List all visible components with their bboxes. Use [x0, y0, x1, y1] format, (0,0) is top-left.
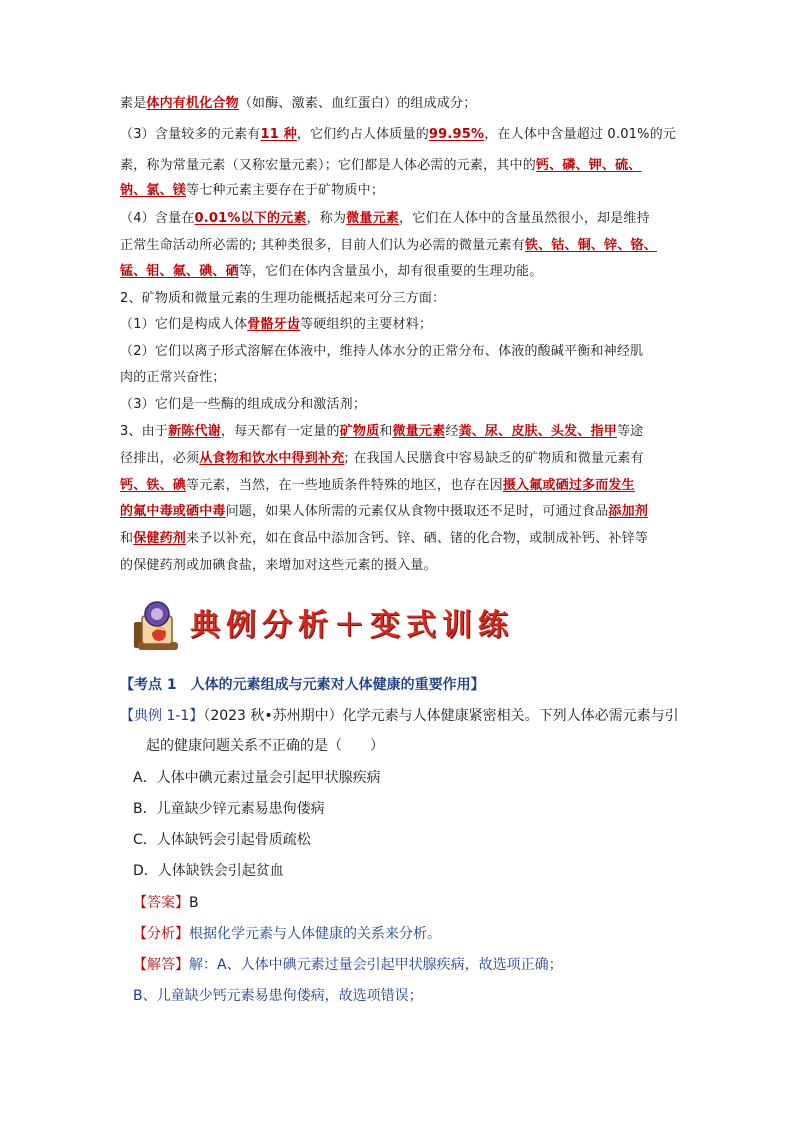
- text: 径排出，必须: [120, 451, 200, 466]
- para1-line1: [120, 95, 476, 113]
- highlight: 新陈代谢: [168, 424, 221, 439]
- text: （如酶、激素、血红蛋白）的组成成分；: [238, 96, 477, 111]
- text: 等七种元素主要存在于矿物质中；: [186, 183, 385, 198]
- para2-line4: 肉的正常兴奋性；: [120, 370, 226, 385]
- text: 素，称为常量元素（又称宏量元素）；它们都是人体必需的元素，其中的: [120, 158, 536, 173]
- highlight: 添加剂: [608, 504, 649, 519]
- analysis-line: [133, 924, 441, 944]
- text: （3）含量较多的元素有: [120, 127, 261, 142]
- answer-line: [133, 893, 199, 913]
- highlight: 钠、氯、镁: [120, 183, 187, 198]
- text: 和: [120, 531, 134, 546]
- answer-value: B: [189, 895, 199, 911]
- solution-tag: 【解答】: [133, 957, 189, 973]
- example-stem-line2: 起的健康问题关系不正确的是（ ）: [146, 738, 384, 754]
- highlight: 钙、铁、碘: [120, 478, 187, 493]
- para1-line4: [120, 182, 384, 200]
- para3-line2: [120, 450, 644, 468]
- para1-line7: [120, 263, 542, 281]
- section-banner: [130, 598, 514, 654]
- highlight: 钙、磷、钾、硫、: [535, 158, 642, 173]
- scroll-icon: [130, 598, 186, 654]
- text: ，每天都有一定量的: [220, 424, 340, 439]
- section-heading: 【考点 1 人体的元素组成与元素对人体健康的重要作用】: [120, 677, 485, 693]
- highlight: 从食物和饮水中得到补充: [199, 451, 345, 466]
- para3-line6: 的保健药剂或加碘食盐，来增加对这些元素的摄入量。: [120, 558, 437, 573]
- banner-title: 典例分析＋变式训练: [190, 608, 514, 643]
- text: 等元素，当然，在一些地质条件特殊的地区，也存在因: [186, 478, 503, 493]
- highlight: 0.01%以下的元素: [194, 211, 307, 226]
- solution-line1: [133, 955, 563, 975]
- option-d: D．人体缺铁会引起贫血: [133, 863, 284, 879]
- text: 3、由于: [120, 424, 169, 439]
- para1-line5: [120, 210, 650, 228]
- text: （4）含量在: [120, 211, 195, 226]
- answer-tag: 【答案】: [133, 895, 189, 911]
- highlight: 微量元素: [346, 211, 400, 226]
- text: 等硬组织的主要材料；: [300, 317, 433, 332]
- highlight: 99.95%: [428, 127, 485, 142]
- para3-line4: [120, 503, 648, 521]
- para2-line1: 2、矿物质和微量元素的生理功能概括起来可分三方面：: [120, 291, 446, 306]
- text: 等，它们在体内含量虽小，却有很重要的生理功能。: [238, 264, 543, 279]
- highlight: 粪、尿、皮肤、头发、指甲: [458, 424, 617, 439]
- option-b: B．儿童缺少锌元素易患佝偻病: [133, 801, 325, 817]
- option-a: A．人体中碘元素过量会引起甲状腺疾病: [133, 770, 381, 786]
- para2-line3: （2）它们以离子形式溶解在体液中，维持人体水分的正常分布、体液的酸碱平衡和神经肌: [120, 344, 644, 359]
- para1-line6: [120, 237, 657, 255]
- highlight: 矿物质: [339, 424, 380, 439]
- text: 素是: [120, 96, 147, 111]
- highlight: 骨骼牙齿: [247, 317, 301, 332]
- text: ，称为: [306, 211, 347, 226]
- text: 等途: [616, 424, 644, 439]
- highlight: 保健药剂: [133, 531, 187, 546]
- text: ，它们约占人体质量的: [296, 127, 429, 142]
- highlight: 的氟中毒或硒中毒: [120, 504, 226, 519]
- text: ，在人体中含量超过 0.01%的元: [484, 127, 677, 142]
- analysis-text: 根据化学元素与人体健康的关系来分析。: [189, 926, 441, 942]
- highlight: 锰、钼、氟、碘、硒: [120, 264, 239, 279]
- highlight: 微量元素: [392, 424, 446, 439]
- para3-line3: [120, 477, 635, 495]
- option-c: C．人体缺钙会引起骨质疏松: [133, 832, 311, 848]
- example-tag: 【典例 1-1】: [120, 708, 204, 724]
- analysis-tag: 【分析】: [133, 926, 189, 942]
- text: （2023 秋•苏州期中）化学元素与人体健康紧密相关。下列人体必需元素与引: [203, 708, 679, 724]
- solution-text: 解：A、人体中碘元素过量会引起甲状腺疾病，故选项正确；: [189, 957, 563, 973]
- text: 和: [379, 424, 393, 439]
- text: 经: [445, 424, 459, 439]
- highlight: 体内有机化合物: [146, 96, 239, 111]
- para3-line1: [120, 423, 643, 441]
- text: ; 在我国人民膳食中容易缺乏的矿物质和微量元素有: [344, 451, 644, 466]
- text: 问题，如果人体所需的元素仅从食物中摄取还不足时，可通过食品: [225, 504, 609, 519]
- text: ，它们在人体中的含量虽然很小，却是维持: [399, 211, 650, 226]
- para2-line5: （3）它们是一些酶的组成成分和激活剂；: [120, 397, 367, 412]
- text: 来予以补充，如在食品中添加含钙、锌、硒、锗的化合物，或制成补钙、补锌等: [186, 531, 649, 546]
- para3-line5: [120, 530, 648, 548]
- highlight: 11 种: [260, 127, 297, 142]
- solution-line2: B、儿童缺少钙元素易患佝偻病，故选项错误；: [133, 988, 423, 1004]
- para1-line2: [120, 126, 676, 144]
- highlight: 摄入氟或硒过多而发生: [502, 478, 635, 493]
- text: （1）它们是构成人体: [120, 317, 248, 332]
- para2-line2: [120, 316, 432, 334]
- text: 正常生命活动所必需的; 其种类很多，目前人们认为必需的微量元素有: [120, 238, 525, 253]
- highlight: 铁、钴、铜、锌、铬、: [524, 238, 657, 253]
- example-stem-line1: [120, 706, 679, 726]
- para1-line3: [120, 157, 642, 175]
